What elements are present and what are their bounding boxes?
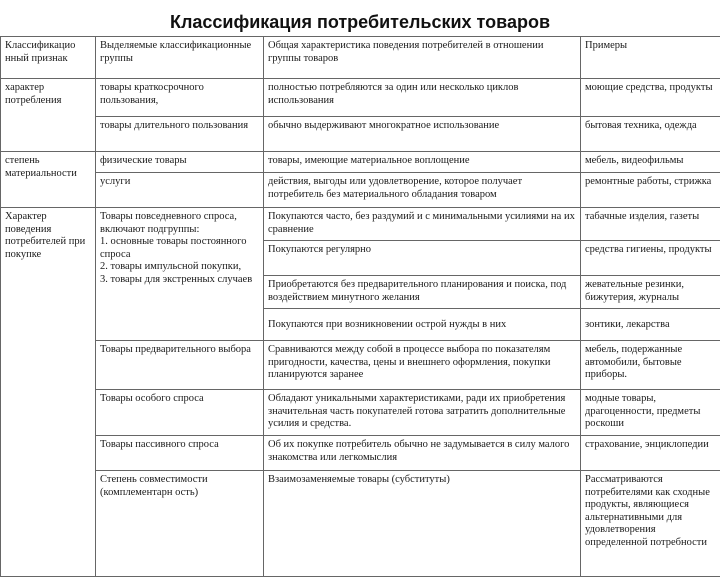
- attribute-cell: степень материальности: [1, 152, 96, 208]
- attribute-cell: Степень совместимости (комплементарн ость): [96, 471, 264, 577]
- group-cell-everyday: [96, 208, 264, 341]
- group-cell: Товары предварительного выбора: [96, 341, 264, 390]
- table-row: [1, 208, 720, 241]
- group-cell: услуги: [96, 173, 264, 208]
- group-cell: Взаимозаменяемые товары (субституты): [264, 471, 581, 577]
- group-line: Товары повседневного спроса, включают подгруппы:: [100, 211, 260, 236]
- page-title: Классификация потребительских товаров: [0, 11, 720, 33]
- behavior-cell: Покупаются при возникновении острой нужды в них: [264, 309, 581, 341]
- group-line: 1. основные товары постоянного спроса: [100, 236, 260, 261]
- table-row: [1, 341, 720, 390]
- table-header-row: [1, 37, 720, 79]
- table-row: [1, 390, 720, 436]
- examples-cell: мебель, видеофильмы: [581, 152, 720, 173]
- group-cell: товары краткосрочного пользования,: [96, 79, 264, 117]
- behavior-cell: действия, выгоды или удовлетворение, которое получает потребитель без материального обладания товаром: [264, 173, 581, 208]
- attribute-cell: характер потребления: [1, 79, 96, 152]
- examples-cell: моющие средства, продукты: [581, 79, 720, 117]
- group-cell: физические товары: [96, 152, 264, 173]
- table-row: [1, 117, 720, 152]
- group-line: 2. товары импульсной покупки,: [100, 261, 260, 274]
- examples-cell: зонтики, лекарства: [581, 309, 720, 341]
- behavior-cell: Покупаются регулярно: [264, 241, 581, 276]
- attribute-cell: Характер поведения потребителей при покупке: [1, 208, 96, 577]
- table-row: [1, 436, 720, 471]
- behavior-cell: Рассматриваются потребителями как сходные продукты, являющиеся альтернативными для удовлетворения определенной потребности: [581, 471, 720, 577]
- behavior-cell: товары, имеющие материальное воплощение: [264, 152, 581, 173]
- examples-cell: средства гигиены, продукты: [581, 241, 720, 276]
- classification-table: [0, 36, 720, 577]
- behavior-cell: Покупаются часто, без раздумий и с минимальными усилиями на их сравнение: [264, 208, 581, 241]
- examples-cell: страхование, энциклопедии: [581, 436, 720, 471]
- examples-cell: табачные изделия, газеты: [581, 208, 720, 241]
- group-cell: Товары особого спроса: [96, 390, 264, 436]
- behavior-cell: Обладают уникальными характеристиками, ради их приобретения значительная часть покупателей готова затратить дополнительные усилия и средства.: [264, 390, 581, 436]
- header-groups: Выделяемые классификационные группы: [96, 37, 264, 79]
- behavior-cell: Приобретаются без предварительного планирования и поиска, под воздействием минутного желания: [264, 276, 581, 309]
- header-attribute: Классификацио нный признак: [1, 37, 96, 79]
- table-row: [1, 471, 720, 577]
- behavior-cell: полностью потребляются за один или несколько циклов использования: [264, 79, 581, 117]
- examples-cell: модные товары, драгоценности, предметы роскоши: [581, 390, 720, 436]
- group-line: 3. товары для экстренных случаев: [100, 274, 260, 287]
- examples-cell: ремонтные работы, стрижка: [581, 173, 720, 208]
- examples-cell: бытовая техника, одежда: [581, 117, 720, 152]
- header-examples: Примеры: [581, 37, 720, 79]
- table-row: [1, 152, 720, 173]
- behavior-cell: обычно выдерживают многократное использование: [264, 117, 581, 152]
- group-cell: товары длительного пользования: [96, 117, 264, 152]
- behavior-cell: Сравниваются между собой в процессе выбора по показателям пригодности, качества, цены и внешнего оформления, покупки планируются заранее: [264, 341, 581, 390]
- examples-cell: мебель, подержанные автомобили, бытовые приборы.: [581, 341, 720, 390]
- examples-cell: жевательные резинки, бижутерия, журналы: [581, 276, 720, 309]
- behavior-cell: Об их покупке потребитель обычно не задумывается в силу малого знакомства или легкомыслия: [264, 436, 581, 471]
- table-row: [1, 79, 720, 117]
- header-behavior: Общая характеристика поведения потребителей в отношении группы товаров: [264, 37, 581, 79]
- table-row: [1, 173, 720, 208]
- group-cell: Товары пассивного спроса: [96, 436, 264, 471]
